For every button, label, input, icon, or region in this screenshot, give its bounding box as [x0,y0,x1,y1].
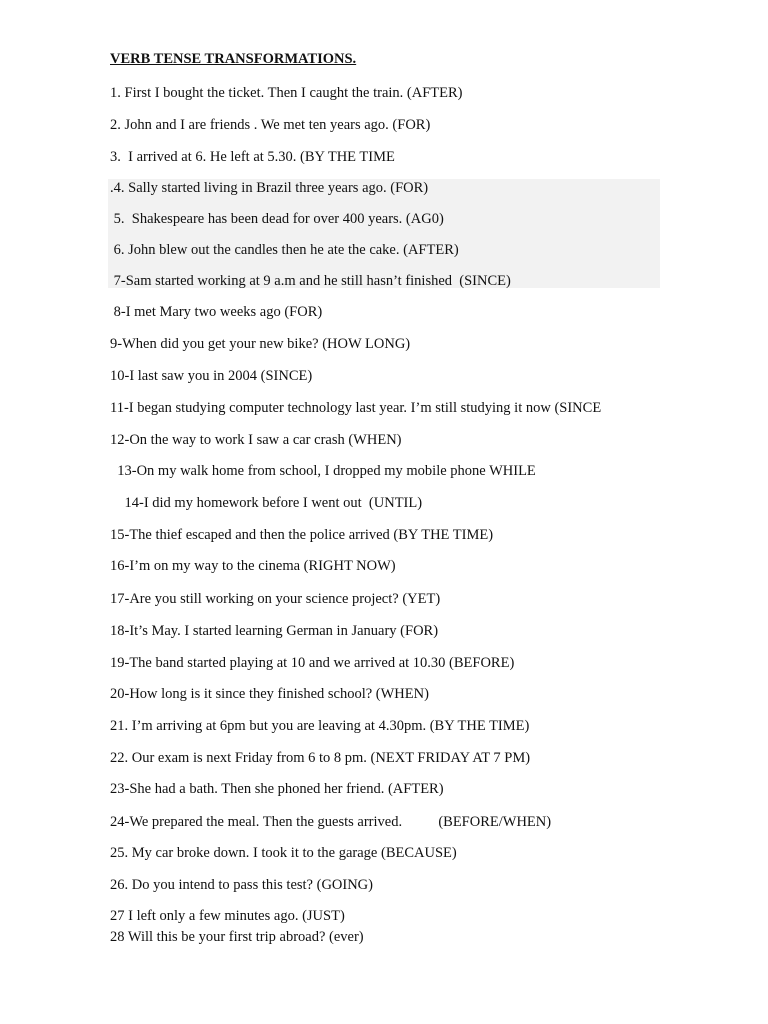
exercise-line: 6. John blew out the candles then he ate the cake. (AFTER) [110,242,459,258]
exercise-line: 17-Are you still working on your science project? (YET) [110,591,441,607]
exercise-line: 25. My car broke down. I took it to the garage (BECAUSE) [110,845,457,861]
exercise-line: 28 Will this be your first trip abroad? (ever) [110,929,364,945]
exercise-line: 9-When did you get your new bike? (HOW LONG) [110,336,411,352]
exercise-line: 27 I left only a few minutes ago. (JUST) [110,908,345,924]
document-title: VERB TENSE TRANSFORMATIONS. [110,51,357,67]
exercise-line: 2. John and I are friends . We met ten years ago. (FOR) [110,117,431,133]
exercise-line: 19-The band started playing at 10 and we arrived at 10.30 (BEFORE) [110,655,515,671]
exercise-line: 5. Shakespeare has been dead for over 400 years. (AG0) [110,211,444,227]
exercise-line: 3. I arrived at 6. He left at 5.30. (BY THE TIME [110,149,395,165]
exercise-line: 1. First I bought the ticket. Then I caught the train. (AFTER) [110,85,463,101]
exercise-line: 14-I did my homework before I went out (UNTIL) [110,495,423,511]
exercise-line: 11-I began studying computer technology last year. I’m still studying it now (SINCE [110,400,602,416]
exercise-line: 16-I’m on my way to the cinema (RIGHT NOW) [110,558,396,574]
exercise-line: 18-It’s May. I started learning German in January (FOR) [110,623,439,639]
exercise-line: .4. Sally started living in Brazil three years ago. (FOR) [110,180,429,196]
exercise-line: 10-I last saw you in 2004 (SINCE) [110,368,313,384]
exercise-line: 7-Sam started working at 9 a.m and he still hasn’t finished (SINCE) [110,273,511,289]
exercise-line: 13-On my walk home from school, I dropped my mobile phone WHILE [110,463,536,479]
exercise-line: 12-On the way to work I saw a car crash (WHEN) [110,432,402,448]
exercise-line: 21. I’m arriving at 6pm but you are leaving at 4.30pm. (BY THE TIME) [110,718,530,734]
exercise-line: 26. Do you intend to pass this test? (GOING) [110,877,373,893]
exercise-line: 20-How long is it since they finished school? (WHEN) [110,686,429,702]
exercise-line: 23-She had a bath. Then she phoned her friend. (AFTER) [110,781,444,797]
exercise-line: 8-I met Mary two weeks ago (FOR) [110,304,323,320]
exercise-line: 22. Our exam is next Friday from 6 to 8 pm. (NEXT FRIDAY AT 7 PM) [110,750,531,766]
exercise-line: 15-The thief escaped and then the police arrived (BY THE TIME) [110,527,494,543]
exercise-line: 24-We prepared the meal. Then the guests arrived. (BEFORE/WHEN) [110,814,552,830]
